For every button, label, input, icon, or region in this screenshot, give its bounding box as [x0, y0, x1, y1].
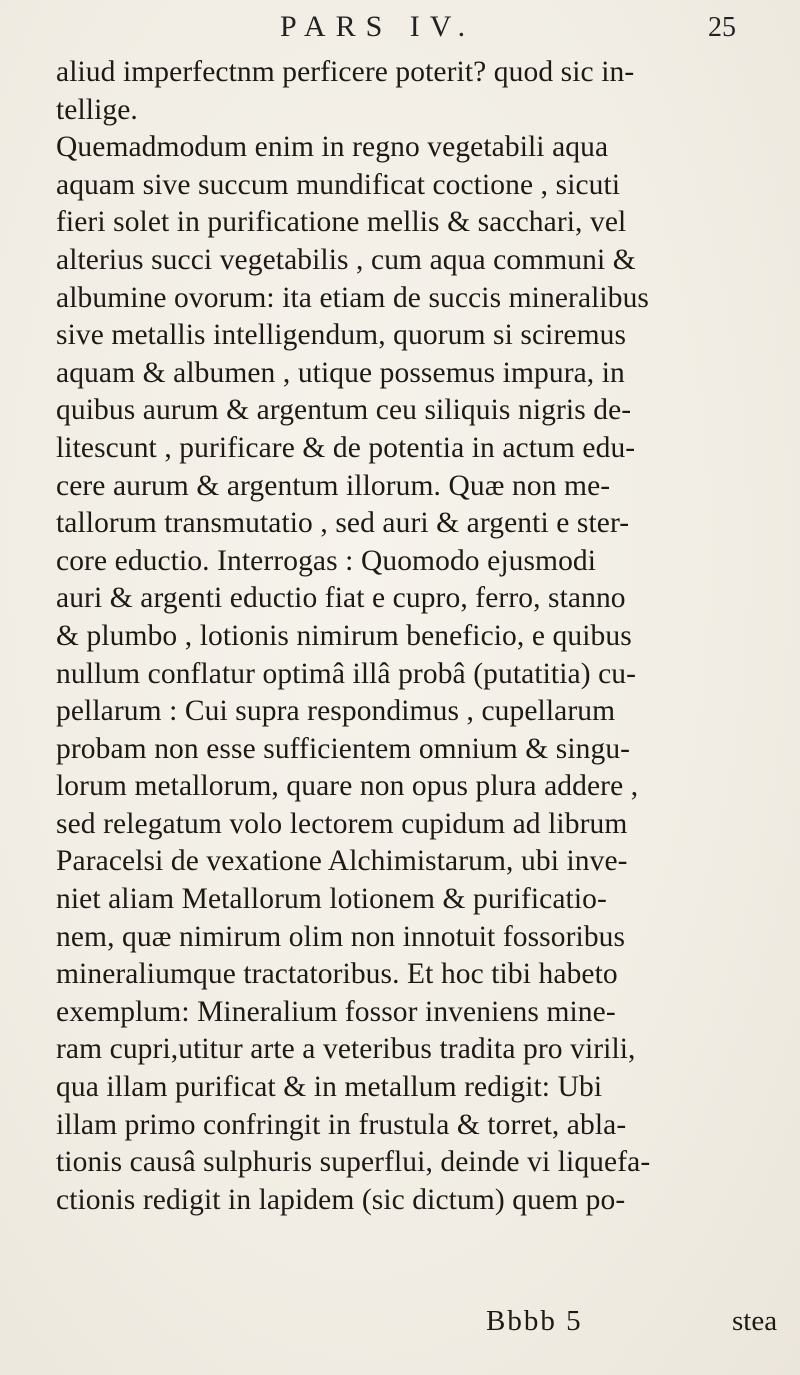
- text-line: lorum metallorum, quare non opus plura addere ,: [56, 770, 639, 803]
- text-line: tallorum transmutatio , sed auri & argenti e ster-: [56, 507, 630, 540]
- text-line: sed relegatum volo lectorem cupidum ad librum: [56, 807, 628, 840]
- text-line: niet aliam Metallorum lotionem & purificatio-: [56, 883, 607, 916]
- text-line: tellige.: [56, 93, 138, 126]
- catchword: stea: [732, 1305, 778, 1337]
- text-line: aquam sive succum mundificat coctione , sicuti: [56, 168, 621, 201]
- text-line: Paracelsi de vexatione Alchimistarum, ubi inve-: [56, 845, 628, 878]
- text-line: illam primo confringit in frustula & torret, abla-: [56, 1108, 627, 1141]
- text-line: albumine ovorum: ita etiam de succis mineralibus: [56, 281, 650, 314]
- text-line: mineraliumque tractatoribus. Et hoc tibi habeto: [56, 958, 618, 991]
- text-line: Quemadmodum enim in regno vegetabili aqua: [56, 131, 609, 164]
- text-line: cere aurum & argentum illorum. Quæ non me-: [56, 469, 611, 502]
- text-line: auri & argenti eductio fiat e cupro, ferro, stanno: [56, 582, 626, 615]
- text-line: ctionis redigit in lapidem (sic dictum) quem po-: [56, 1183, 626, 1216]
- text-line: exemplum: Mineralium fossor inveniens mine-: [56, 995, 616, 1028]
- text-line: aquam & albumen , utique possemus impura, in: [56, 356, 625, 389]
- text-line: pellarum : Cui supra respondimus , cupellarum: [56, 695, 616, 728]
- text-line: qua illam purificat & in metallum redigit: Ubi: [56, 1071, 603, 1104]
- text-line: nullum conflatur optimâ illâ probâ (putatitia) cu-: [56, 657, 637, 690]
- text-line: nem, quæ nimirum olim non innotuit fossoribus: [56, 920, 626, 953]
- text-line: core eductio. Interrogas : Quomodo ejusmodi: [56, 544, 597, 577]
- body-text: [56, 54, 796, 1219]
- text-line: litescunt , purificare & de potentia in actum edu-: [56, 431, 636, 464]
- text-line: probam non esse sufficientem omnium & singu-: [56, 732, 631, 765]
- signature-line: [0, 1305, 800, 1345]
- running-title: PARS IV.: [280, 10, 476, 43]
- text-line: alterius succi vegetabilis , cum aqua communi &: [56, 243, 636, 276]
- text-line: aliud imperfectnm perficere poterit? quod sic in-: [56, 56, 635, 88]
- signature-mark: Bbbb 5: [486, 1305, 583, 1337]
- text-line: fieri solet in purificatione mellis & sacchari, vel: [56, 206, 627, 239]
- text-line: ram cupri,utitur arte a veteribus tradita pro virili,: [56, 1033, 636, 1066]
- text-line: quibus aurum & argentum ceu siliquis nigris de-: [56, 394, 632, 427]
- text-line: tionis causâ sulphuris superflui, deinde vi liquefa-: [56, 1146, 651, 1179]
- page-number: 25: [708, 12, 736, 43]
- text-line: sive metallis intelligendum, quorum si sciremus: [56, 319, 627, 352]
- text-line: & plumbo , lotionis nimirum beneficio, e quibus: [56, 619, 632, 652]
- running-head: [0, 6, 800, 46]
